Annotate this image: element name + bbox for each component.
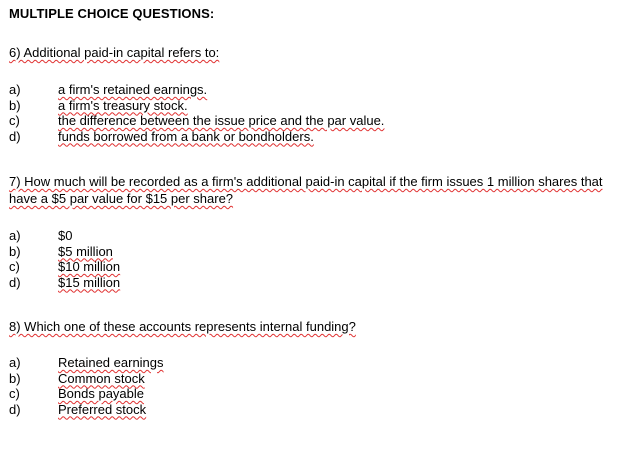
option-letter: a) (9, 355, 21, 370)
option-text: the difference between the issue price and the par value. (58, 113, 385, 128)
list-item (9, 402, 164, 418)
option-letter: d) (9, 128, 21, 144)
question-8-options (9, 355, 164, 417)
list-item (9, 386, 164, 402)
list-item (9, 275, 120, 291)
list-item (9, 355, 164, 371)
option-text: a firm's treasury stock. (58, 97, 188, 113)
page-heading: MULTIPLE CHOICE QUESTIONS: (9, 6, 215, 21)
option-text: $15 million (58, 274, 121, 290)
option-letter: c) (9, 386, 20, 401)
option-text: Retained earnings (58, 355, 164, 370)
option-letter: d) (9, 401, 21, 417)
question-7-options (9, 228, 120, 290)
option-text: Preferred stock (58, 401, 147, 417)
option-letter: c) (9, 113, 20, 128)
list-item (9, 259, 120, 275)
option-text: Common stock (58, 370, 145, 386)
option-text: $5 million (58, 243, 113, 259)
list-item (9, 371, 164, 387)
option-letter: b) (9, 97, 21, 113)
option-letter: a) (9, 228, 21, 243)
option-letter: a) (9, 82, 21, 97)
option-letter: b) (9, 243, 21, 259)
question-8-text: 8) Which one of these accounts represents internal funding? (9, 319, 356, 334)
list-item (9, 82, 384, 98)
list-item (9, 98, 384, 114)
question-6-text: 6) Additional paid-in capital refers to: (9, 45, 220, 60)
list-item (9, 129, 384, 145)
option-letter: b) (9, 370, 21, 386)
question-6-options (9, 82, 384, 144)
list-item (9, 228, 120, 244)
option-text: $10 million (58, 259, 121, 274)
option-text: $0 (58, 228, 73, 243)
list-item (9, 244, 120, 260)
question-7-text: 7) How much will be recorded as a firm's additional paid-in capital if the firm issues 1 million shares that have a $5 par value for $15 per share? (9, 174, 603, 206)
option-letter: d) (9, 274, 21, 290)
option-text: a firm's retained earnings. (58, 82, 208, 97)
option-letter: c) (9, 259, 20, 274)
option-text: funds borrowed from a bank or bondholders. (58, 128, 314, 144)
list-item (9, 113, 384, 129)
option-text: Bonds payable (58, 386, 145, 401)
